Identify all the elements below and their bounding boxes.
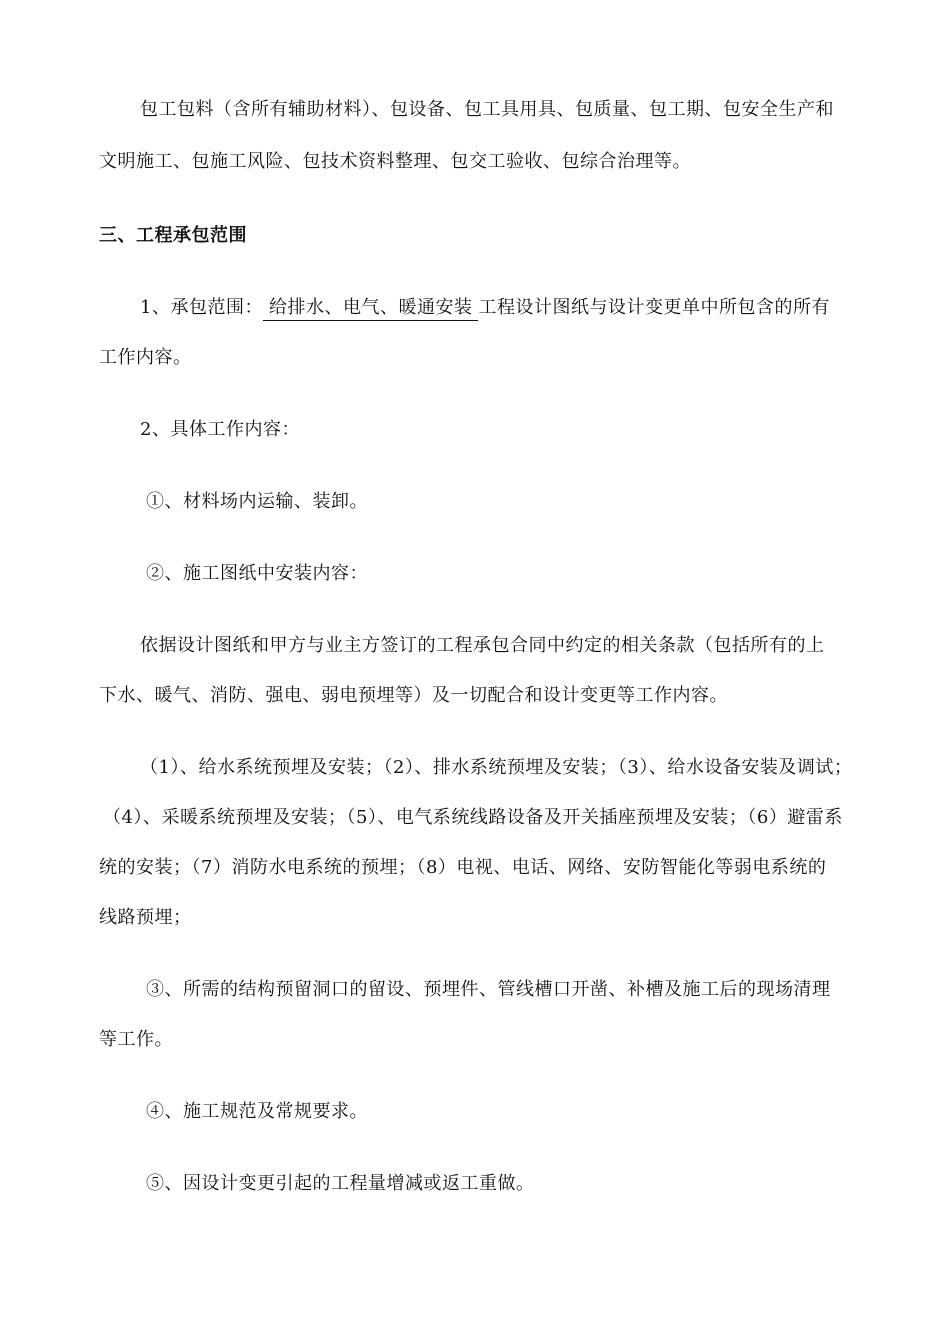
systems-line2: （4）、采暖系统预埋及安装；（5）、电气系统线路设备及开关插座预埋及安装；（6）避雷系 (103, 807, 843, 828)
paragraph-scope-terms-line1: 包工包料（含所有辅助材料）、包设备、包工具用具、包质量、包工期、包安全生产和 (140, 99, 834, 120)
systems-line1: （1）、给水系统预埋及安装；（2）、排水系统预埋及安装；（3）、给水设备安装及调试； (140, 757, 853, 778)
basis-line2: 下水、暖气、消防、强电、弱电预埋等）及一切配合和设计变更等工作内容。 (99, 685, 728, 706)
scope-prefix: 1、承包范围： (140, 297, 263, 318)
basis-line1: 依据设计图纸和甲方与业主方签订的工程承包合同中约定的相关条款（包括所有的上 (140, 635, 825, 656)
work-content-heading: 2、具体工作内容： (140, 419, 300, 440)
systems-line4: 线路预埋； (99, 907, 192, 928)
item-structural-openings-line2: 等工作。 (99, 1029, 173, 1050)
item-structural-openings-line1: ③、所需的结构预留洞口的留设、预埋件、管线槽口开凿、补槽及施工后的现场清理 (146, 979, 831, 1000)
item-design-changes: ⑤、因设计变更引起的工程量增减或返工重做。 (146, 1173, 535, 1194)
scope-line2: 工作内容。 (99, 347, 192, 368)
scope-suffix: 工程设计图纸与设计变更单中所包含的所有 (478, 297, 830, 318)
scope-underlined-field: 给排水、电气、暖通安装 (263, 296, 479, 321)
paragraph-scope-terms-line2: 文明施工、包施工风险、包技术资料整理、包交工验收、包综合治理等。 (99, 151, 691, 172)
item-construction-standards: ④、施工规范及常规要求。 (146, 1101, 368, 1122)
item-installation-content: ②、施工图纸中安装内容： (146, 563, 368, 584)
item-material-transport: ①、材料场内运输、装卸。 (146, 491, 368, 512)
systems-line3: 统的安装；（7）消防水电系统的预埋；（8）电视、电话、网络、安防智能化等弱电系统的 (99, 857, 827, 878)
section-heading-contract-scope: 三、工程承包范围 (99, 225, 247, 246)
scope-line1 (140, 296, 830, 321)
